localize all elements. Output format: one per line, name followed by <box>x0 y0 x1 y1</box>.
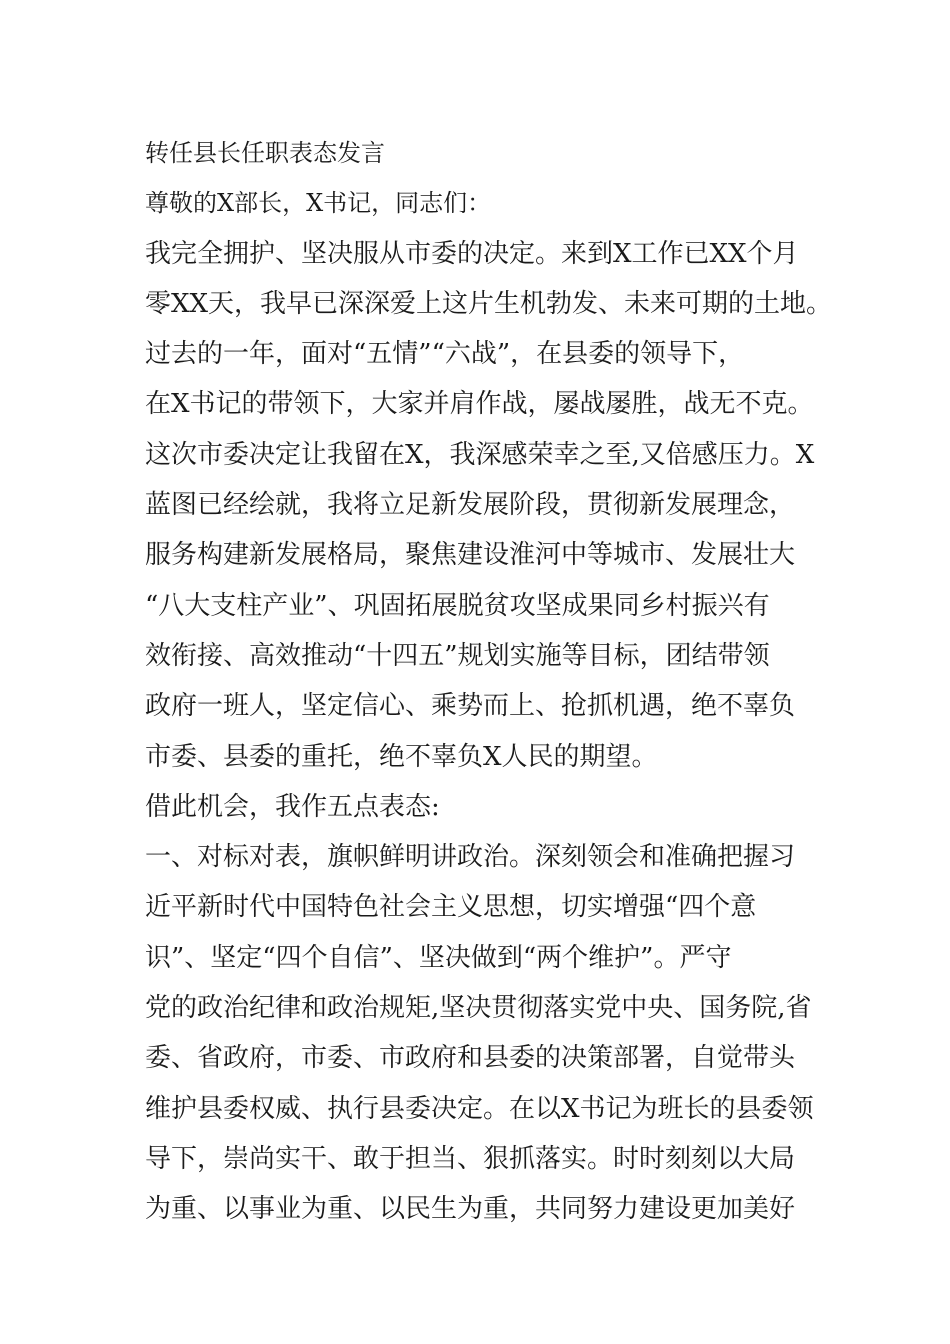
body-line: 这次市委决定让我留在X，我深感荣幸之至,又倍感压力。X <box>145 439 815 470</box>
body-line: 蓝图已经绘就，我将立足新发展阶段，贯彻新发展理念， <box>145 490 796 521</box>
body-line: 政府一班人，坚定信心、乘势而上、抢抓机遇，绝不辜负 <box>145 691 796 722</box>
body-line: 委、省政府，市委、市政府和县委的决策部署，自觉带头 <box>145 1043 796 1074</box>
document-title: 转任县长任职表态发言 <box>145 139 385 167</box>
body-line: 我完全拥护、坚决服从市委的决定。来到X工作已XX个月 <box>145 238 799 269</box>
body-line: 一、对标对表，旗帜鲜明讲政治。深刻领会和准确把握习 <box>145 842 796 873</box>
body-line: 在X书记的带领下，大家并肩作战，屡战屡胜，战无不克。 <box>145 389 814 420</box>
body-line: “八大支柱产业”、巩固拓展脱贫攻坚成果同乡村振兴有 <box>145 590 770 621</box>
body-line: 服务构建新发展格局，聚焦建设淮河中等城市、发展壮大 <box>145 540 796 571</box>
body-line: 市委、县委的重托，绝不辜负X人民的期望。 <box>145 741 658 772</box>
body-line: 过去的一年，面对“五情”“六战”，在县委的领导下， <box>145 339 745 370</box>
body-line: 识”、坚定“四个自信”、坚决做到“两个维护”。严守 <box>145 942 732 973</box>
body-line: 为重、以事业为重、以民生为重，共同努力建设更加美好 <box>145 1194 796 1225</box>
body-line: 借此机会，我作五点表态: <box>145 791 440 822</box>
body-line: 效衔接、高效推动“十四五”规划实施等目标，团结带领 <box>145 640 770 671</box>
body-line: 零XX天，我早已深深爱上这片生机勃发、未来可期的土地。 <box>145 288 833 319</box>
body-line: 维护县委权威、执行县委决定。在以X书记为班长的县委领 <box>145 1093 814 1124</box>
body-line: 近平新时代中国特色社会主义思想，切实增强“四个意 <box>145 892 757 923</box>
body-line: 导下，崇尚实干、敢于担当、狠抓落实。时时刻刻以大局 <box>145 1143 796 1174</box>
document-body <box>145 128 845 1235</box>
body-line: 党的政治纪律和政治规矩,坚决贯彻落实党中央、国务院,省 <box>145 993 812 1024</box>
greeting-line: 尊敬的X部长，X书记，同志们： <box>145 189 492 218</box>
